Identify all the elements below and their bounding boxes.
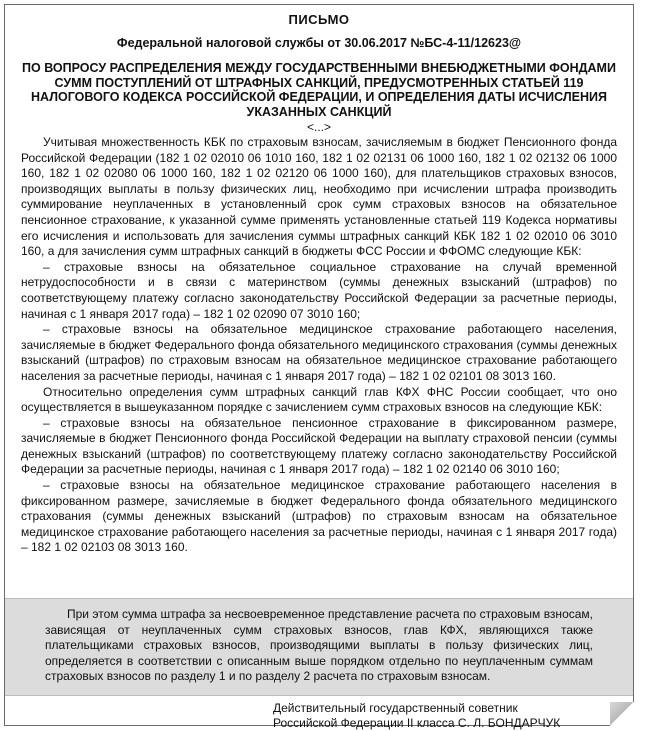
- list-item: – страховые взносы на обязательное социальное страхование на случай временной нетрудоспособности и в связи с материнством (суммы денежных взысканий (штрафов) по соответствующему платежу согласно законодательству Российской Федерации за расчетные периоды, начиная с 1 января 2017 года) – 182 1 02 02090 07 3010 160;: [21, 259, 617, 321]
- highlighted-paragraph: При этом сумма штрафа за несвоевременное представление расчета по страховым взносам, зависящая от неуплаченных сумм страховых взносов, глав КФХ, являющихся также плательщиками страховых взносов, производящими выплаты в пользу физических лиц, определяется в соответствии с описанным выше порядком отдельно по неуплаченным суммам страховых взносов по разделу 1 и по разделу 2 расчета по страховым взносам.: [45, 607, 593, 684]
- document-content: [21, 11, 617, 556]
- list-item: – страховые взносы на обязательное медицинское страхование работающего населения, зачисляемые в бюджет Федерального фонда обязательного медицинского страхования (суммы денежных взысканий (штрафов) по страховым взносам на обязательное медицинское страхование работающего населения за расчетные периоды, начиная с 1 января 2017 года) – 182 1 02 02101 08 3013 160.: [21, 322, 617, 383]
- document-page: [4, 4, 634, 730]
- omission-mark: <...>: [306, 120, 332, 134]
- folded-corner: [610, 702, 634, 726]
- list-item: – страховые взносы на обязательное медицинское страхование работающего населения в фиксированном размере, зачисляемые в бюджет Федерального фонда обязательного медицинского страхования (суммы денежных взысканий (штрафов) по страховым взносам на обязательное медицинское страхование работающего населения за расчетные периоды, начиная с 1 января 2017 года) – 182 1 02 02103 08 3013 160.: [21, 478, 617, 555]
- document-issuer: Федеральной налоговой службы от 30.06.2017 №БС-4-11/12623@: [116, 36, 522, 50]
- document-title: ПО ВОПРОСУ РАСПРЕДЕЛЕНИЯ МЕЖДУ ГОСУДАРСТВЕННЫМИ ВНЕБЮДЖЕТНЫМИ ФОНДАМИ СУММ ПОСТУПЛЕНИЙ ОТ ШТРАФНЫХ САНКЦИЙ, ПРЕДУСМОТРЕННЫХ СТАТЬЕЙ 119 НАЛОГОВОГО КОДЕКСА РОССИЙСКОЙ ФЕДЕРАЦИИ, И ОПРЕДЕЛЕНИЯ ДАТЫ ИСЧИСЛЕНИЯ УКАЗАННЫХ САНКЦИЙ: [22, 61, 616, 119]
- paragraph: Учитывая множественность КБК по страховым взносам, зачисляемым в бюджет Пенсионного фонда Российской Федерации (182 1 02 02010 06 1010 160, 182 1 02 02131 06 1000 160, 182 1 02 02132 06 1000 160, 182 1 02 02080 06 1000 160, 182 1 02 02120 06 1000 160), для плательщиков страховых взносов, производящих выплаты в пользу физических лиц, необходимо при исчислении штрафа производить суммирование неуплаченных в установленный срок сумм страховых взносов на обязательное пенсионное страхование, к указанной сумме применять установленные статьей 119 Кодекса нормативы его исчисления и использовать для зачисления суммы штрафных санкций КБК 182 1 02 02010 06 3010 160, а для зачисления сумм штрафных санкций в бюджеты ФСС России и ФФОМС следующие КБК:: [21, 135, 617, 259]
- document-body: [21, 135, 617, 556]
- paragraph: Относительно определения сумм штрафных санкций глав КФХ ФНС России сообщает, что оно осуществляется в вышеуказанном порядке с зачислением сумм страховых взносов на следующие КБК:: [21, 384, 617, 415]
- highlighted-note: [5, 598, 633, 696]
- document-type: ПИСЬМО: [288, 12, 350, 27]
- signature-line-name: Российской Федерации II класса С. Л. БОНДАРЧУК: [273, 716, 561, 730]
- signature-block: [273, 701, 560, 731]
- list-item: – страховые взносы на обязательное пенсионное страхование в фиксированном размере, зачисляемые в бюджет Пенсионного фонда Российской Федерации на выплату страховой пенсии (суммы денежных взысканий (штрафов) по соответствующему платежу согласно законодательству Российской Федерации за расчетные периоды, начиная с 1 января 2017 года) – 182 1 02 02140 06 3010 160;: [21, 415, 617, 477]
- signature-line-title: Действительный государственный советник: [273, 701, 518, 715]
